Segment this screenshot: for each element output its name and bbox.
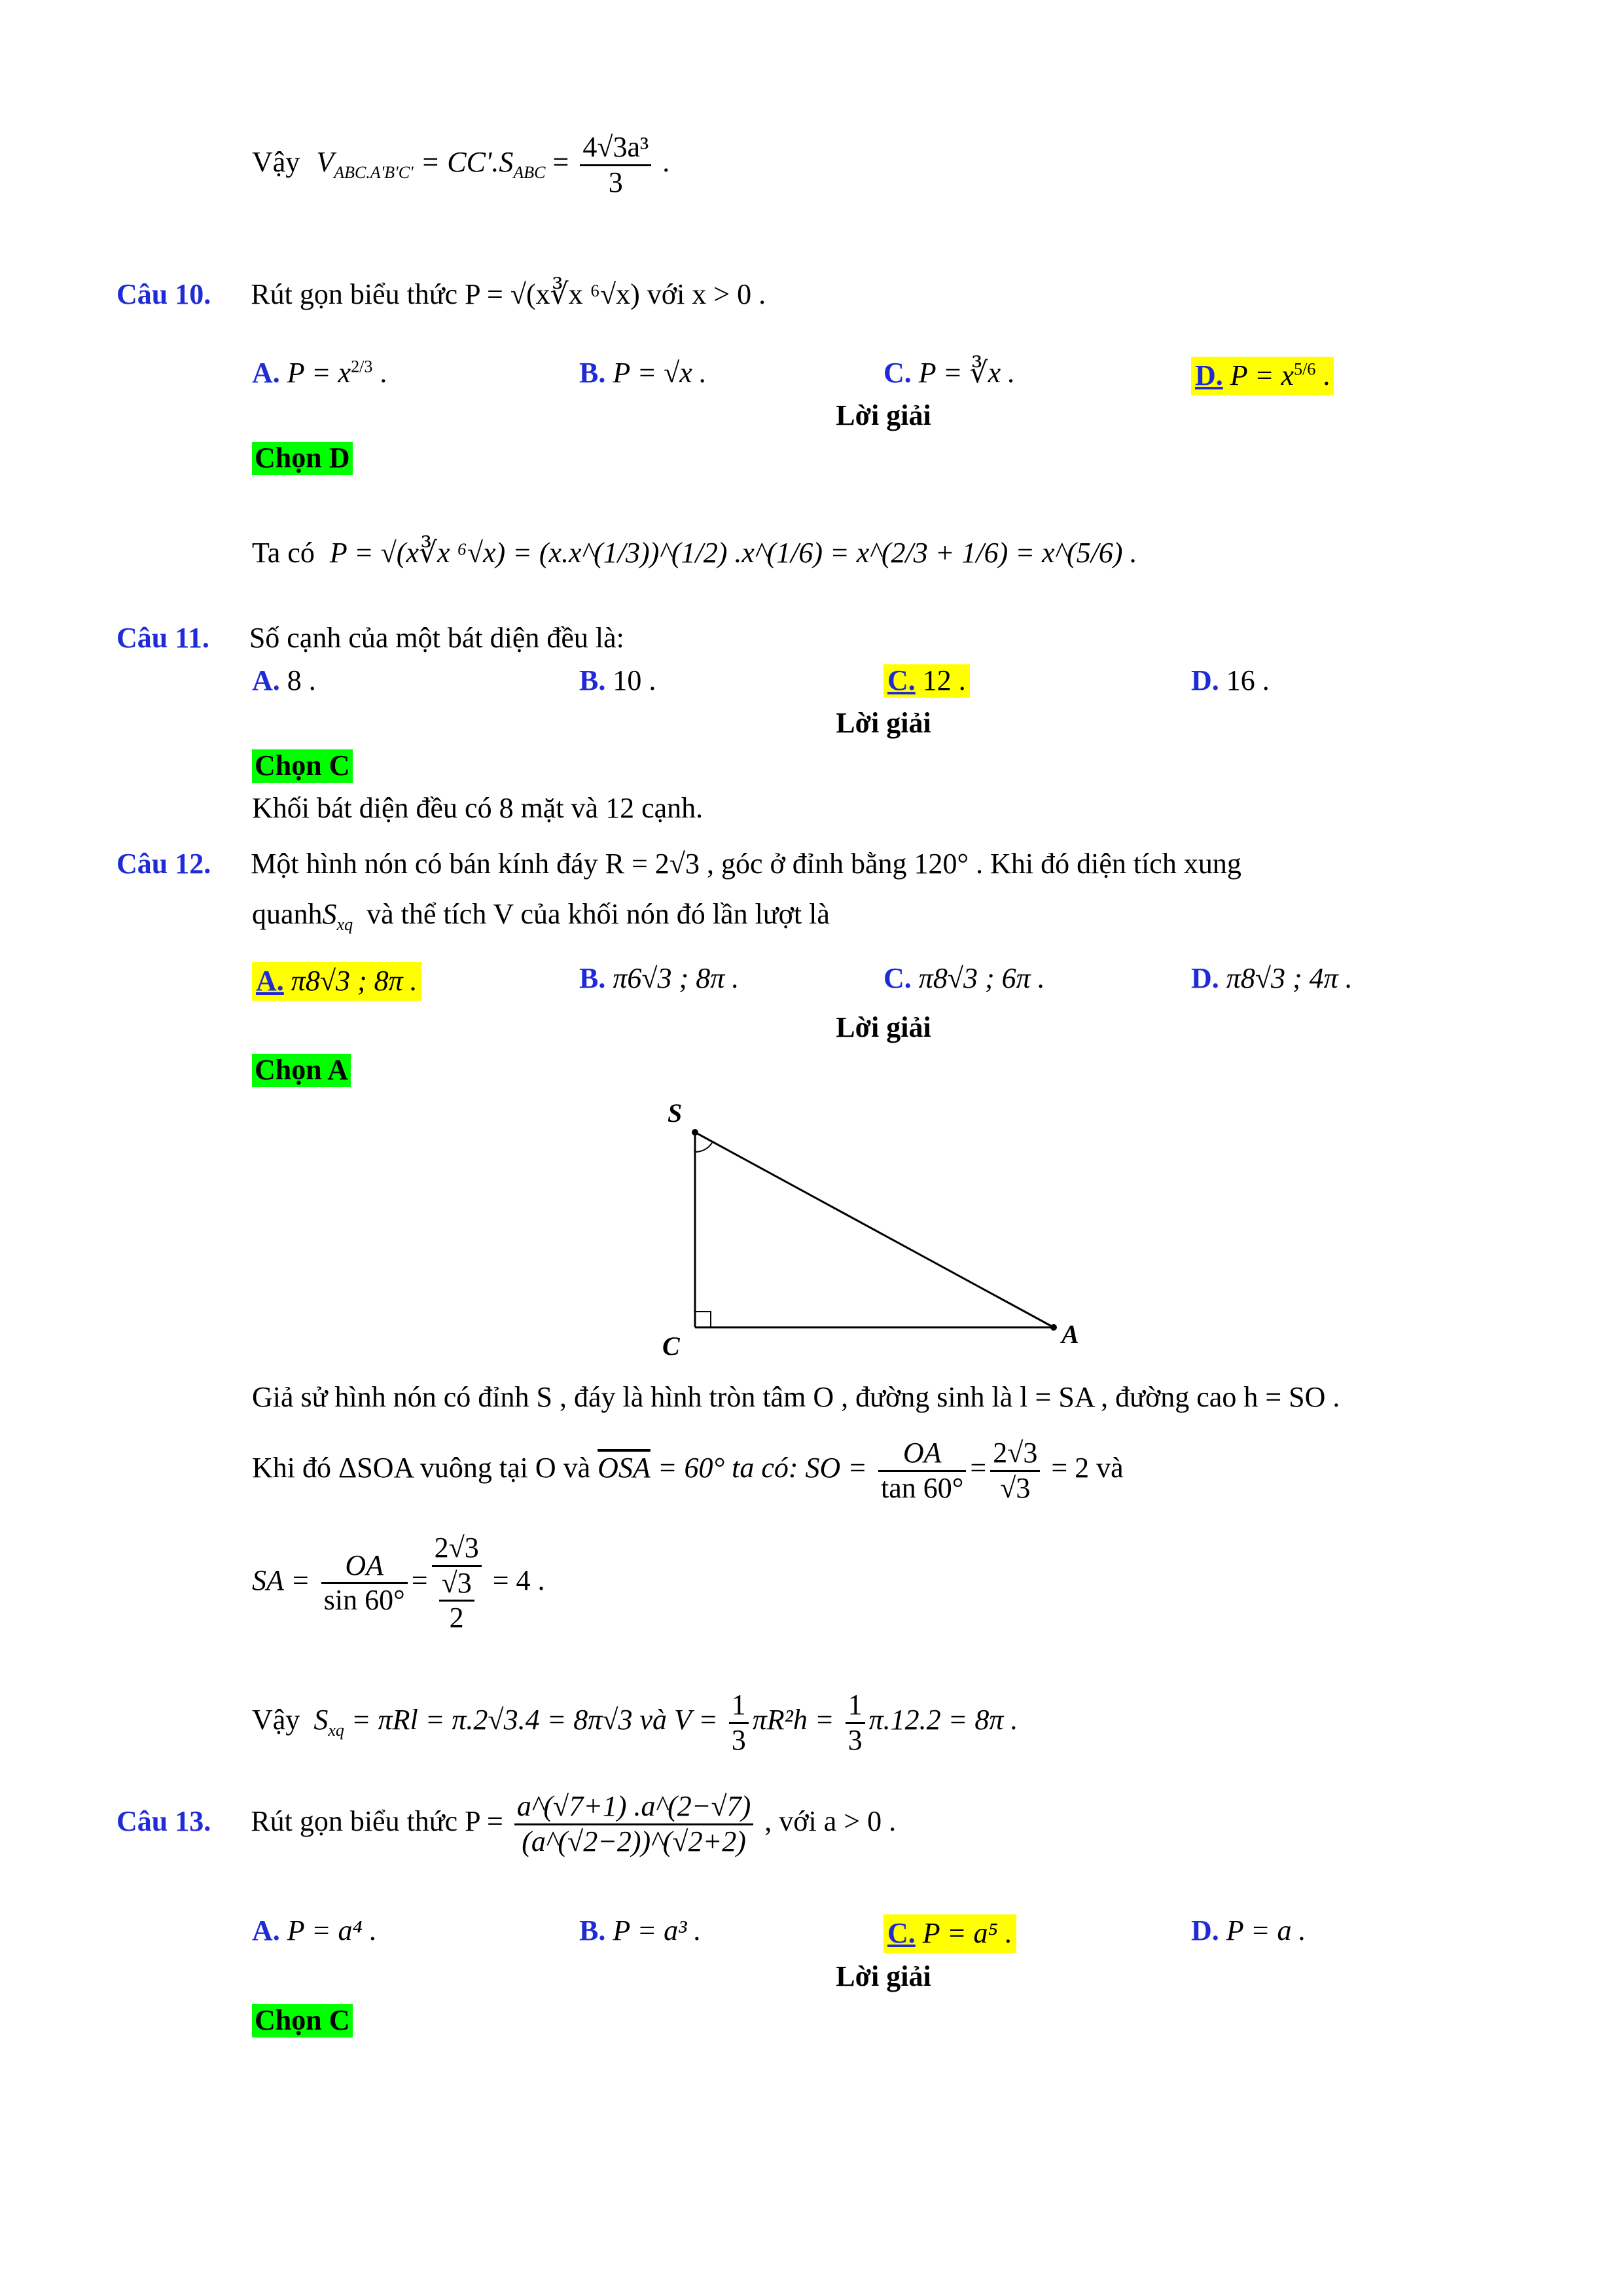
q11-choice: Chọn C [252,749,353,783]
point-s [692,1129,698,1136]
q13-option-d[interactable]: D. P = a . [1191,1914,1306,1946]
q11-option-b[interactable]: B. 10 . [579,664,656,696]
q11-text: Số cạnh của một bát diện đều là: [249,622,624,654]
q12-explain-line3: SA = $\frac{OA}{\sin 60^\circ}$ = $\frac{2√3}{\frac{√3}{2}}$ = 4 . [252,1532,545,1634]
top-lhs: V [316,146,334,179]
q13-option-c[interactable]: C. P = a⁵ . [883,1914,1016,1953]
q13-fraction: $\frac{a\^{}(√7+1) .a\^{}(2-√7)}{(a\^{}(√2-2))\^{}(√2+2)}$ [514,1790,753,1858]
q11-line [116,622,624,655]
q13-option-a[interactable]: A. P = a⁴ . [252,1914,377,1946]
label-s: S [668,1098,683,1128]
angle-arc-s [695,1143,712,1152]
q13-label: Câu 13. [116,1805,211,1838]
q10-solution-heading: Lời giải [836,399,931,431]
q13-line: Câu 13. Rút gọn biểu thức P = $\frac{a\^{}(√7+1) .a\^{}(2-√7)}{(a\^{}(√2-2))\^{}(√2+2)}$ , với a > 0 . [116,1790,897,1857]
q12-explain-line4: Vậy $S_{xq} = \pi Rl = \pi.2√3.4 = 8\pi√3$ và V = $\frac{1}{3}$ πR²h = $\frac{1}{3}$ π.12.2 = 8π . [252,1689,1018,1756]
q12-text1: Một hình nón có bán kính đáy R = 2√3 , góc ở đỉnh bằng 120° . Khi đó diện tích xung [251,848,1241,880]
q12-line1 [116,848,1241,881]
q11-solution-heading: Lời giải [836,707,931,739]
q10-option-d[interactable]: D. $P = x^{5/6}$ . [1191,357,1334,395]
q12-solution-heading: Lời giải [836,1011,931,1043]
q12-label: Câu 12. [116,848,211,880]
q11-explain: Khối bát diện đều có 8 mặt và 12 cạnh. [252,792,704,824]
q10-text: Rút gọn biểu thức P = √(x∛x ⁶√x) với x > 0 . [251,278,766,310]
q11-option-c[interactable]: C. 12 . [883,664,970,698]
top-frac-den: 3 [608,166,623,198]
top-vay: Vậy [252,146,300,179]
q10-option-b[interactable]: B. P = √x . [579,357,707,389]
q12-line2: quanhS$_{xq}$ và thể tích V của khối nón đó lần lượt là [252,898,830,934]
top-frac-num: 4√3a³ [580,131,651,166]
q13-solution-heading: Lời giải [836,1960,931,1992]
q10-working: Ta có P = √(x∛x ⁶√x) = (x.x^(1/3))^(1/2) .x^(1/6) = x^(2/3 + 1/6) = x^(5/6) . [252,537,1137,569]
top-lhs-sub: ABC.A'B'C' [334,162,414,182]
top-mid-sub: ABC [513,162,546,182]
q11-label: Câu 11. [116,622,209,654]
q11-option-d[interactable]: D. 16 . [1191,664,1270,696]
q12-explain-line2: Khi đó ΔSOA vuông tại O và $\overline{OSA} = 60^\circ$ ta có: SO = $\frac{OA}{\tan 60^\circ}$ = $\frac{2√3}{√3}$ = 2 và [252,1437,1124,1504]
q10-line [116,278,766,312]
point-a [1050,1324,1057,1331]
q10-choice: Chọn D [252,442,353,475]
q12-choice: Chọn A [252,1054,351,1087]
top-fraction [580,131,651,199]
q12-option-b[interactable]: B. π6√3 ; 8π . [579,962,740,994]
q13-option-b[interactable]: B. P = a³ . [579,1914,702,1946]
top-volume-line: Vậy $V_{ABC.A'B'C'} = CC'.S_{ABC}$ = $\frac{\text{4√3a³}}{3}$ . [252,131,670,198]
q12-explain-line1: Giả sử hình nón có đỉnh S , đáy là hình tròn tâm O , đường sinh là l = SA , đường cao h = SO . [252,1381,1340,1413]
q13-choice: Chọn C [252,2004,353,2037]
q10-option-a[interactable]: A. $P = x^{2/3}$ . [252,357,387,389]
q11-option-a[interactable]: A. 8 . [252,664,316,696]
q10-label: Câu 10. [116,278,211,310]
q10-option-c[interactable]: C. P = ∛x . [883,357,1016,389]
top-mid: = CC'.S [420,146,514,179]
cone-cross-section-figure [648,1086,1119,1374]
q12-option-c[interactable]: C. π8√3 ; 6π . [883,962,1045,994]
label-a: A [1061,1319,1079,1349]
q12-option-a[interactable]: A. π8√3 ; 8π . [252,962,421,1001]
label-c: C [662,1331,680,1361]
edge-sa [695,1132,1054,1327]
q12-option-d[interactable]: D. π8√3 ; 4π . [1191,962,1353,994]
right-angle-mark [695,1312,711,1327]
